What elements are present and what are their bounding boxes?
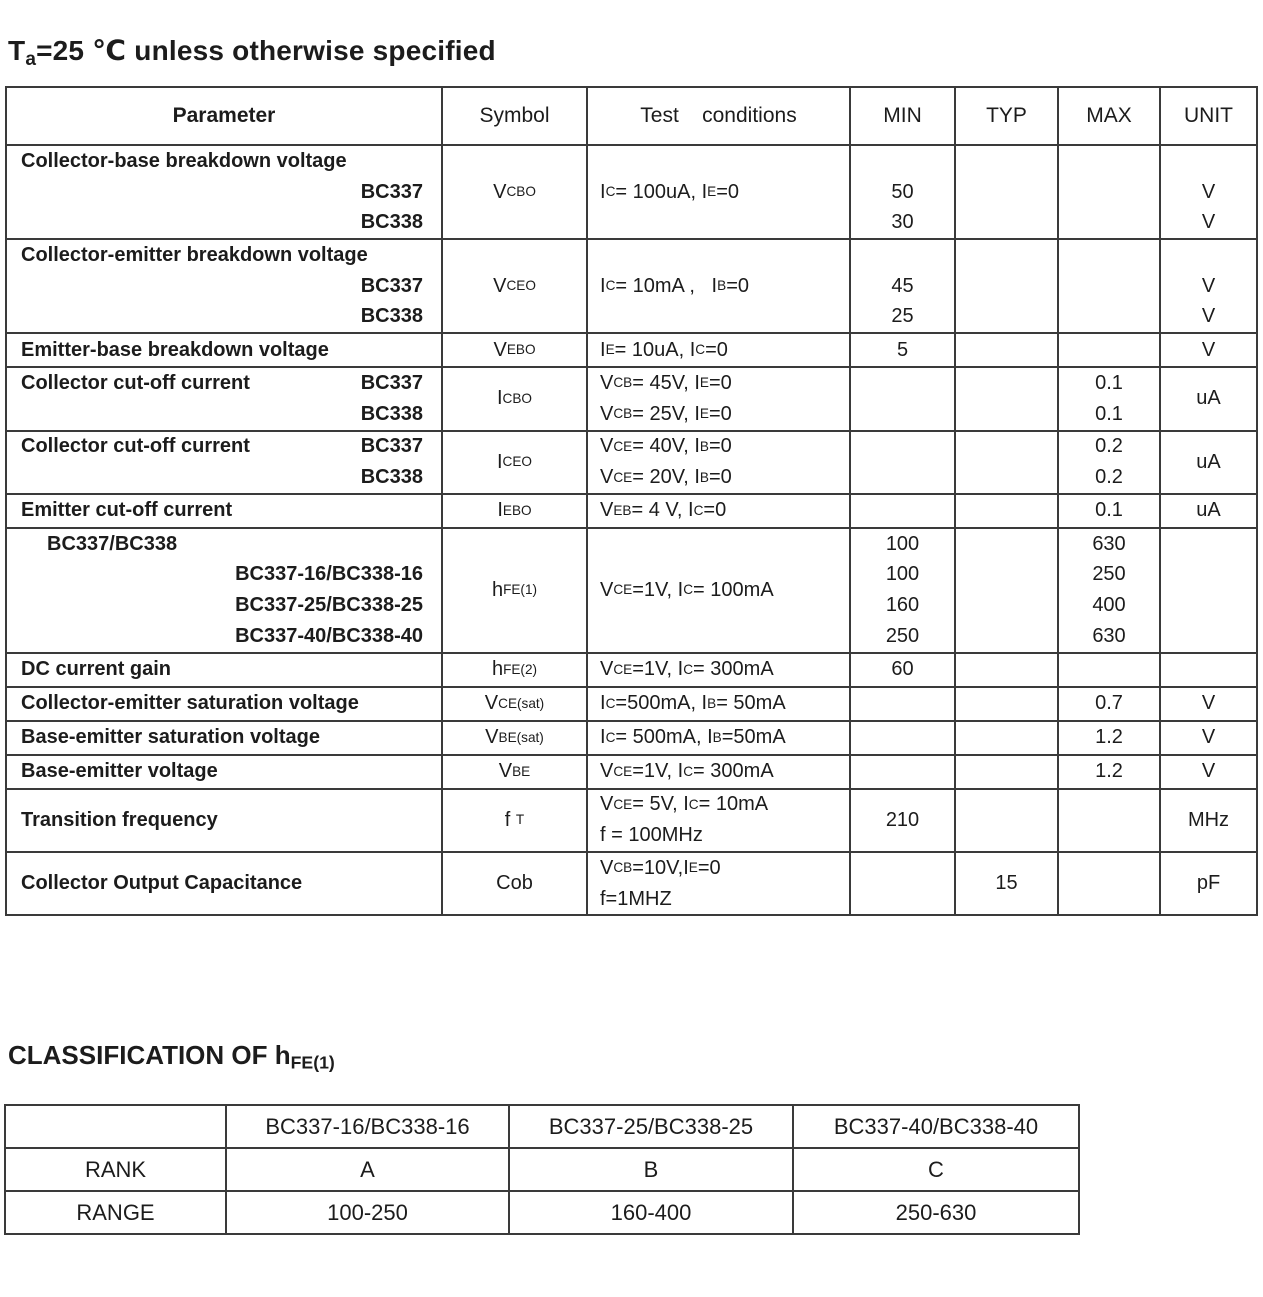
classification-row — [5, 1148, 1079, 1191]
min-cell — [850, 145, 955, 239]
cell-line — [7, 271, 441, 302]
unit-cell — [1160, 653, 1257, 687]
cell-line: 60 — [891, 658, 914, 681]
min-cell — [850, 653, 955, 687]
param-text-right: BC337-40/BC338-40 — [235, 624, 423, 647]
column-header-symbol: Symbol — [442, 87, 587, 145]
column-header-typ: TYP — [955, 87, 1058, 145]
cell-line — [7, 335, 441, 366]
max-cell — [1058, 653, 1160, 687]
param-text-right: BC337 — [360, 180, 423, 203]
cell-line — [7, 240, 441, 271]
classification-type-header: BC337-40/BC338-40 — [793, 1105, 1079, 1148]
classification-corner-cell — [5, 1105, 226, 1148]
cell-line: V — [1201, 211, 1216, 234]
cell-line: V — [1201, 305, 1216, 328]
param-cell — [6, 755, 442, 789]
typ-cell — [955, 528, 1058, 653]
param-text-right: BC338 — [360, 402, 423, 425]
cell-line — [7, 805, 441, 836]
cell-line — [7, 301, 441, 332]
unit-cell — [1160, 721, 1257, 755]
cell-line: 0.2 — [1095, 466, 1123, 489]
symbol-cell — [442, 431, 587, 494]
cell-line: V — [1201, 726, 1216, 749]
symbol-cell — [442, 333, 587, 367]
min-cell — [850, 528, 955, 653]
unit-cell — [1160, 145, 1257, 239]
symbol-cell — [442, 721, 587, 755]
datasheet-page — [0, 34, 1263, 1297]
page-title: $T_a=25$ ℃ unless otherwise specified — [8, 35, 496, 70]
table-row — [6, 687, 1257, 721]
param-cell — [6, 653, 442, 687]
param-cell — [6, 852, 442, 915]
max-cell — [1058, 145, 1160, 239]
cell-line — [7, 621, 441, 652]
unit-cell — [1160, 333, 1257, 367]
table-row — [6, 367, 1257, 430]
cond-cell — [587, 431, 850, 494]
max-cell — [1058, 528, 1160, 653]
param-cell — [6, 789, 442, 852]
cell-line: MHz — [1187, 808, 1230, 831]
min-cell — [850, 789, 955, 852]
max-cell — [1058, 367, 1160, 430]
unit-cell — [1160, 789, 1257, 852]
cell-line: I C =500mA, I B = 50mA — [600, 692, 786, 715]
typ-cell — [955, 333, 1058, 367]
typ-cell — [955, 852, 1058, 915]
cell-line: V CE =1V, I C = 300mA — [600, 658, 774, 681]
cell-line — [7, 207, 441, 238]
cell-line — [7, 688, 441, 719]
cell-line: 250 — [885, 624, 920, 647]
cell-line: 100 — [885, 532, 920, 555]
min-cell — [850, 721, 955, 755]
cell-line: V CE =1V, I C = 300mA — [600, 760, 774, 783]
cell-line: f T — [504, 808, 525, 831]
unit-cell — [1160, 755, 1257, 789]
cond-cell — [587, 367, 850, 430]
cell-line: uA — [1196, 450, 1221, 473]
typ-cell — [955, 755, 1058, 789]
cell-line — [7, 722, 441, 753]
classification-row-label: RANK — [5, 1148, 226, 1191]
param-cell — [6, 528, 442, 653]
param-text-left: Base-emitter voltage — [21, 760, 218, 783]
cell-line — [7, 529, 441, 560]
unit-cell — [1160, 687, 1257, 721]
cond-cell — [587, 653, 850, 687]
typ-cell — [955, 687, 1058, 721]
cell-line: 250 — [1092, 563, 1126, 586]
classification-value-cell: 100-250 — [226, 1191, 509, 1234]
cell-line: 15 — [995, 872, 1018, 895]
param-text-right: BC338 — [360, 305, 423, 328]
cell-line: V EBO — [493, 338, 536, 361]
subscript: FE(1) — [290, 1052, 335, 1073]
unit-cell — [1160, 239, 1257, 333]
cell-line — [7, 560, 441, 591]
param-text-right: BC338 — [360, 211, 423, 234]
cell-line: 0.1 — [1095, 402, 1123, 425]
cell-line: I E = 10uA, I C =0 — [600, 338, 728, 361]
symbol-cell — [442, 367, 587, 430]
subscript: a — [25, 48, 37, 70]
cell-line — [7, 146, 441, 177]
column-header-param: Parameter — [6, 87, 442, 145]
cell-line: V CE = 40V, I B =0 — [600, 435, 732, 458]
classification-type-header: BC337-25/BC338-25 — [509, 1105, 793, 1148]
cond-cell — [587, 721, 850, 755]
max-cell — [1058, 333, 1160, 367]
cond-cell — [587, 687, 850, 721]
cell-line — [7, 432, 441, 463]
classification-value-cell: 160-400 — [509, 1191, 793, 1234]
table-row — [6, 653, 1257, 687]
classification-table — [4, 1104, 1080, 1235]
param-cell — [6, 367, 442, 430]
cell-line: 25 — [891, 305, 914, 328]
cell-line: I C = 500mA, I B =50mA — [600, 726, 786, 749]
column-header-min: MIN — [850, 87, 955, 145]
symbol-cell — [442, 528, 587, 653]
cell-line: V CEO — [493, 274, 536, 297]
cell-line: 1.2 — [1095, 760, 1123, 783]
min-cell — [850, 687, 955, 721]
cell-line: Cob — [496, 872, 533, 895]
cell-line — [7, 756, 441, 787]
classification-row-label: RANGE — [5, 1191, 226, 1234]
classification-header-row — [5, 1105, 1079, 1148]
max-cell — [1058, 687, 1160, 721]
cell-line — [7, 462, 441, 493]
cell-line: 630 — [1092, 624, 1126, 647]
classification-value-cell: 250-630 — [793, 1191, 1079, 1234]
unit-cell — [1160, 431, 1257, 494]
param-cell — [6, 145, 442, 239]
cell-line — [7, 399, 441, 430]
cell-line: V — [1201, 692, 1216, 715]
max-cell — [1058, 755, 1160, 789]
unit-cell — [1160, 367, 1257, 430]
cell-line: 1.2 — [1095, 726, 1123, 749]
cell-line: 5 — [896, 338, 909, 361]
cell-line: 30 — [891, 211, 914, 234]
max-cell — [1058, 721, 1160, 755]
cond-cell — [587, 852, 850, 915]
typ-cell — [955, 431, 1058, 494]
cell-line: V CBO — [493, 180, 536, 203]
unit-cell — [1160, 852, 1257, 915]
cell-line: 210 — [885, 808, 920, 831]
cell-line: f=1MHZ — [600, 887, 672, 910]
cell-line — [7, 868, 441, 899]
typ-cell — [955, 367, 1058, 430]
cell-line: V BE — [498, 760, 531, 783]
cell-line: 0.2 — [1095, 435, 1123, 458]
cell-line: I CEO — [496, 450, 533, 473]
classification-row — [5, 1191, 1079, 1234]
param-text-left: Transition frequency — [21, 808, 218, 831]
symbol-cell — [442, 653, 587, 687]
header-row — [6, 87, 1257, 145]
param-text-left: Collector Output Capacitance — [21, 872, 303, 895]
cell-line: V CB = 45V, I E =0 — [600, 371, 732, 394]
symbol-cell — [442, 687, 587, 721]
column-header-unit: UNIT — [1160, 87, 1257, 145]
cell-line: V — [1201, 338, 1216, 361]
typ-cell — [955, 653, 1058, 687]
typ-cell — [955, 145, 1058, 239]
cell-line — [851, 146, 954, 177]
cell-line: I CBO — [496, 387, 533, 410]
min-cell — [850, 755, 955, 789]
cell-line: I C = 100uA, I E =0 — [600, 180, 740, 203]
classification-value-cell: A — [226, 1148, 509, 1191]
max-cell — [1058, 789, 1160, 852]
cell-line: 0.1 — [1095, 499, 1123, 522]
cell-line: 45 — [891, 274, 914, 297]
cell-line: uA — [1196, 387, 1221, 410]
symbol-cell — [442, 145, 587, 239]
param-text-left: Base-emitter saturation voltage — [21, 726, 320, 749]
param-text-right: BC337 — [360, 435, 423, 458]
cond-cell — [587, 333, 850, 367]
cell-line: 400 — [1092, 594, 1126, 617]
symbol-cell — [442, 852, 587, 915]
param-text-right: BC337 — [360, 371, 423, 394]
cell-line — [7, 590, 441, 621]
cell-line: I EBO — [497, 499, 532, 522]
unit-cell — [1160, 494, 1257, 528]
table-row — [6, 145, 1257, 239]
unit-cell — [1160, 528, 1257, 653]
param-text-left: Collector cut-off current — [21, 435, 250, 458]
cell-line: pF — [1196, 872, 1221, 895]
cell-line: V — [1201, 180, 1216, 203]
param-text-left: Emitter cut-off current — [21, 499, 233, 522]
param-text-right: BC337-16/BC338-16 — [235, 563, 423, 586]
cell-line — [7, 654, 441, 685]
max-cell — [1058, 239, 1160, 333]
max-cell — [1058, 431, 1160, 494]
symbol-cell — [442, 239, 587, 333]
electrical-characteristics-table — [5, 86, 1258, 916]
param-text-left: DC current gain — [21, 658, 172, 681]
min-cell — [850, 367, 955, 430]
symbol-cell — [442, 755, 587, 789]
param-cell — [6, 687, 442, 721]
param-cell — [6, 333, 442, 367]
classification-value-cell: C — [793, 1148, 1079, 1191]
cell-line: 0.1 — [1095, 371, 1123, 394]
cell-line: 100 — [885, 563, 920, 586]
max-cell — [1058, 852, 1160, 915]
param-text-right: BC337-25/BC338-25 — [235, 594, 423, 617]
param-text-left: Emitter-base breakdown voltage — [21, 338, 329, 361]
cell-line: I C = 10mA , I B =0 — [600, 274, 749, 297]
cell-line: V EB = 4 V, I C =0 — [600, 499, 727, 522]
cell-line: 0.7 — [1095, 692, 1123, 715]
typ-cell — [955, 789, 1058, 852]
column-header-max: MAX — [1058, 87, 1160, 145]
typ-cell — [955, 721, 1058, 755]
min-cell — [850, 431, 955, 494]
cell-line — [7, 177, 441, 208]
param-cell — [6, 494, 442, 528]
classification-value-cell: B — [509, 1148, 793, 1191]
cell-line: 630 — [1092, 532, 1126, 555]
param-text-right: BC338 — [360, 466, 423, 489]
symbol-cell — [442, 789, 587, 852]
cell-line — [7, 496, 441, 527]
cell-line — [851, 240, 954, 271]
min-cell — [850, 494, 955, 528]
cell-line: V BE(sat) — [485, 726, 544, 749]
cell-line: V CE = 5V, I C = 10mA — [600, 793, 769, 816]
cond-cell — [587, 145, 850, 239]
cell-line: V — [1201, 274, 1216, 297]
table-row — [6, 528, 1257, 653]
table-row — [6, 721, 1257, 755]
min-cell — [850, 333, 955, 367]
table-row — [6, 852, 1257, 915]
cell-line: f = 100MHz — [600, 824, 703, 847]
typ-cell — [955, 239, 1058, 333]
classification-title: CLASSIFICATION OF $h_{FE(1)}$ — [8, 1040, 335, 1073]
param-text-left: Collector-emitter saturation voltage — [21, 692, 359, 715]
cond-cell — [587, 528, 850, 653]
param-text-right: BC337 — [360, 274, 423, 297]
cell-line — [1161, 240, 1256, 271]
cell-line — [7, 368, 441, 399]
table-row — [6, 789, 1257, 852]
table-row — [6, 239, 1257, 333]
cell-line: V — [1201, 760, 1216, 783]
cell-line: 50 — [891, 180, 914, 203]
classification-type-header: BC337-16/BC338-16 — [226, 1105, 509, 1148]
table-row — [6, 755, 1257, 789]
table-row — [6, 494, 1257, 528]
min-cell — [850, 852, 955, 915]
cond-cell — [587, 239, 850, 333]
cell-line: V CB =10V,I E =0 — [600, 856, 721, 879]
cond-cell — [587, 494, 850, 528]
cell-line: V CE =1V, I C = 100mA — [600, 578, 774, 601]
cell-line: V CE = 20V, I B =0 — [600, 466, 732, 489]
cell-line: h FE(1) — [491, 578, 538, 601]
cell-line: V CE(sat) — [484, 692, 545, 715]
symbol-cell — [442, 494, 587, 528]
max-cell — [1058, 494, 1160, 528]
column-header-cond: Test conditions — [587, 87, 850, 145]
table-row — [6, 333, 1257, 367]
table-row — [6, 431, 1257, 494]
min-cell — [850, 239, 955, 333]
cell-line: uA — [1196, 499, 1221, 522]
cell-line: h FE(2) — [491, 658, 538, 681]
cell-line: V CB = 25V, I E =0 — [600, 402, 732, 425]
param-cell — [6, 431, 442, 494]
cell-line — [1161, 146, 1256, 177]
cond-cell — [587, 755, 850, 789]
param-text-left: Collector-base breakdown voltage — [21, 149, 347, 172]
param-text-left: Collector-emitter breakdown voltage — [21, 243, 368, 266]
typ-cell — [955, 494, 1058, 528]
cond-cell — [587, 789, 850, 852]
cell-line: 160 — [885, 594, 920, 617]
param-cell — [6, 239, 442, 333]
param-cell — [6, 721, 442, 755]
param-text-left: BC337/BC338 — [47, 532, 178, 555]
param-text-left: Collector cut-off current — [21, 371, 250, 394]
